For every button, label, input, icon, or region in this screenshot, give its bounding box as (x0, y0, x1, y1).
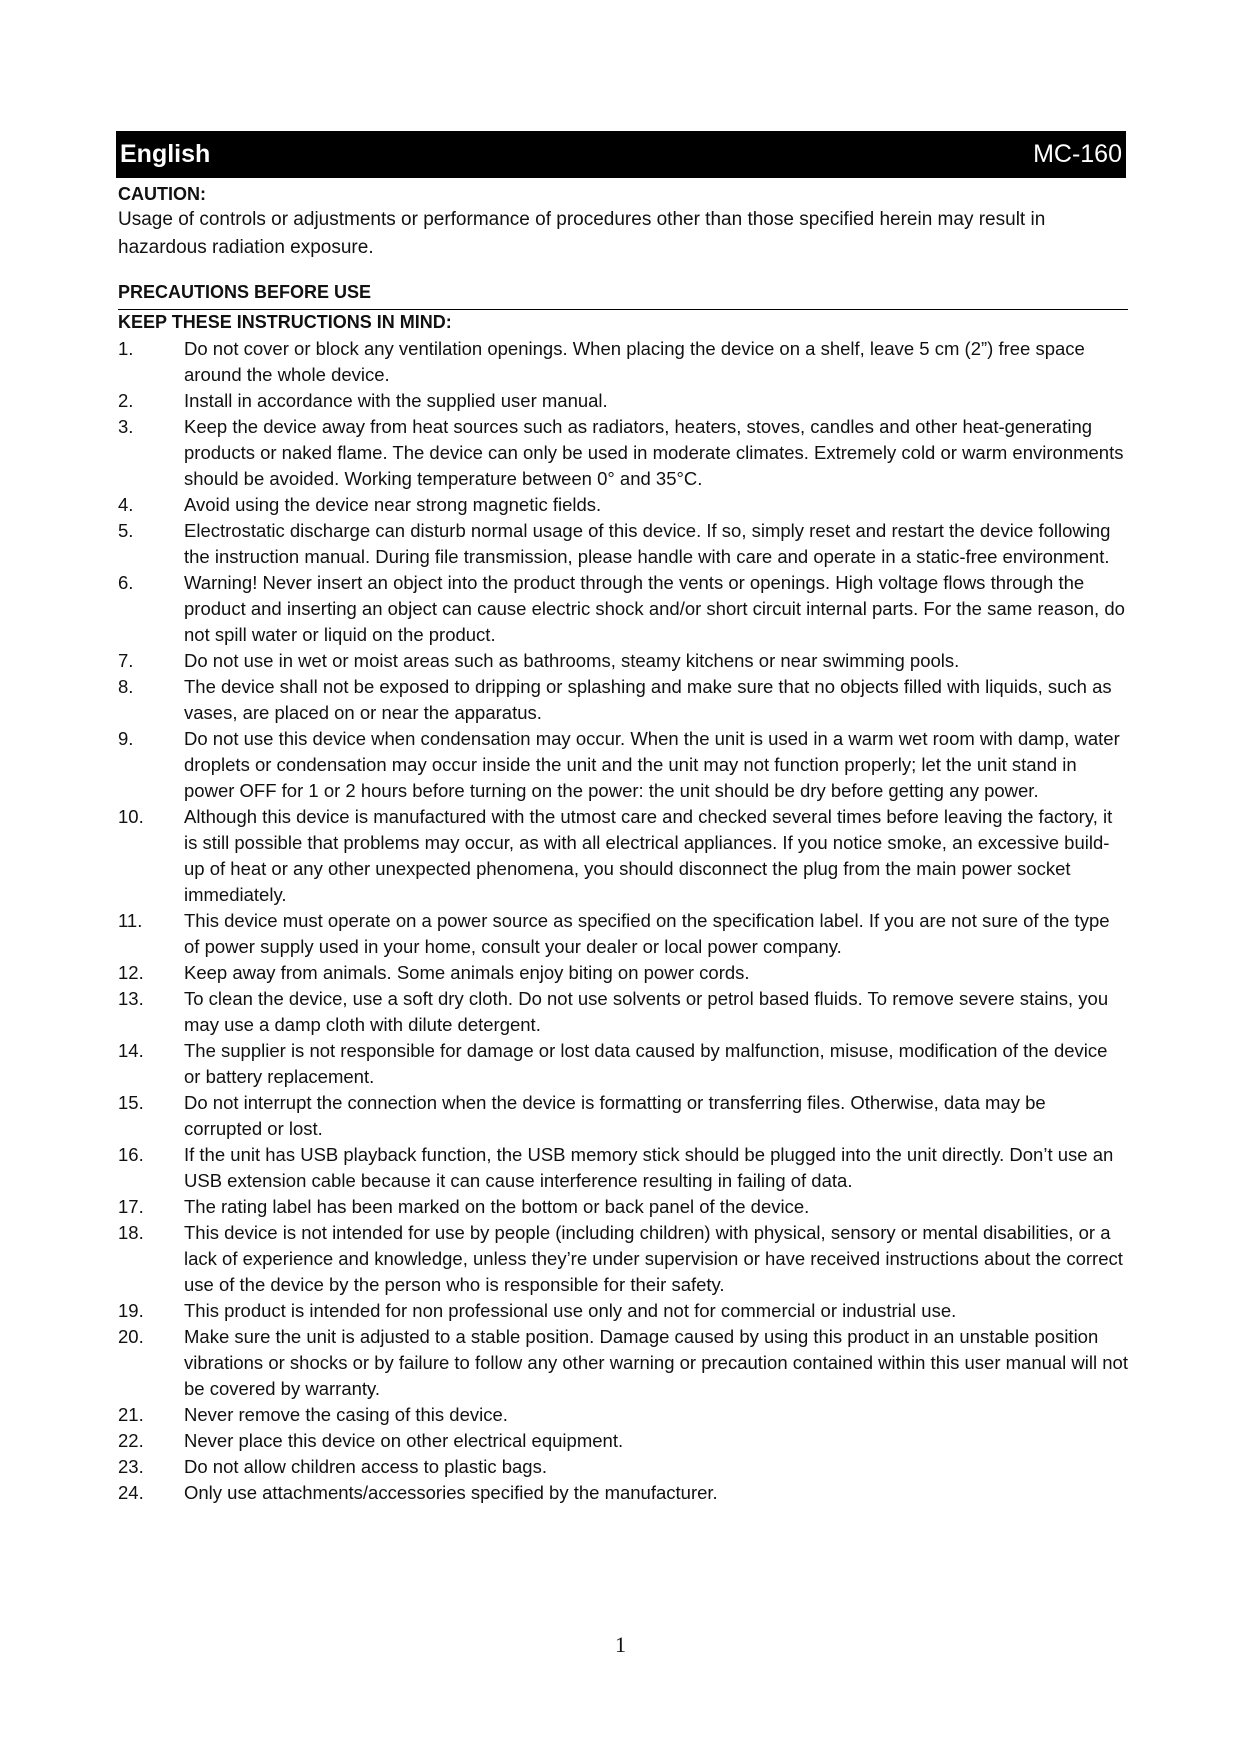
list-item (118, 1038, 1128, 1090)
list-item-text: Keep the device away from heat sources such as radiators, heaters, stoves, candles and other heat-generating products or naked flame. The device can only be used in moderate climates. Extremely cold or warm environments should be avoided. Working temperature between 0° and 35°C. (184, 416, 1124, 489)
list-item-number: 21. (118, 1404, 144, 1425)
list-item-text: Do not cover or block any ventilation openings. When placing the device on a shelf, leave 5 cm (2”) free space around the whole device. (184, 338, 1085, 385)
list-item-text: Although this device is manufactured with the utmost care and checked several times before leaving the factory, it is still possible that problems may occur, as with all electrical appliances. If you notice smoke, an excessive build-up of heat or any other unexpected phenomena, you should disconnect the plug from the main power socket immediately. (184, 806, 1113, 905)
document-body (118, 180, 1128, 1506)
list-item-text: Never place this device on other electrical equipment. (184, 1430, 624, 1451)
list-item-number: 10. (118, 806, 144, 827)
list-item-number: 16. (118, 1144, 144, 1165)
caution-text: Usage of controls or adjustments or performance of procedures other than those specified herein may result in hazardous radiation exposure. (118, 209, 1046, 258)
list-item (118, 986, 1128, 1038)
list-item-text: Do not use this device when condensation may occur. When the unit is used in a warm wet room with damp, water droplets or condensation may occur inside the unit and the unit may not function properly; let the unit stand in power OFF for 1 or 2 hours before turning on the power: the unit should be dry before getting any power. (184, 728, 1120, 801)
list-item-text: Warning! Never insert an object into the product through the vents or openings. High voltage flows through the product and inserting an object can cause electric shock and/or short circuit internal parts. For the same reason, do not spill water or liquid on the product. (184, 572, 1125, 645)
list-item-text: Only use attachments/accessories specified by the manufacturer. (184, 1482, 718, 1503)
list-item-text: To clean the device, use a soft dry cloth. Do not use solvents or petrol based fluids. To remove severe stains, you may use a damp cloth with dilute detergent. (184, 988, 1109, 1035)
list-item-number: 7. (118, 650, 134, 671)
list-item (118, 1194, 1128, 1220)
list-item-text: This device is not intended for use by people (including children) with physical, sensory or mental disabilities, or a lack of experience and knowledge, unless they’re under supervision or have received instructions about the correct use of the device by the person who is responsible for their safety. (184, 1222, 1123, 1295)
list-item (118, 414, 1128, 492)
list-item (118, 960, 1128, 986)
list-item (118, 1142, 1128, 1194)
list-item-text: Install in accordance with the supplied user manual. (184, 390, 608, 411)
list-item (118, 1480, 1128, 1506)
list-item-text: Keep away from animals. Some animals enjoy biting on power cords. (184, 962, 750, 983)
page-number: 1 (615, 1632, 626, 1657)
precautions-list (118, 336, 1128, 1506)
list-item-number: 2. (118, 390, 134, 411)
list-item-text: The rating label has been marked on the bottom or back panel of the device. (184, 1196, 810, 1217)
list-item-number: 1. (118, 338, 134, 359)
language-label: English (120, 140, 211, 168)
list-item (118, 336, 1128, 388)
list-item-number: 8. (118, 676, 134, 697)
list-item (118, 726, 1128, 804)
caution-heading: CAUTION: (118, 184, 206, 204)
list-item-text: Do not use in wet or moist areas such as bathrooms, steamy kitchens or near swimming pools. (184, 650, 960, 671)
list-item (118, 1428, 1128, 1454)
list-item (118, 1324, 1128, 1402)
list-item-text: The supplier is not responsible for damage or lost data caused by malfunction, misuse, modification of the device or battery replacement. (184, 1040, 1108, 1087)
list-item-number: 14. (118, 1040, 144, 1061)
list-item (118, 674, 1128, 726)
list-item-text: The device shall not be exposed to dripping or splashing and make sure that no objects filled with liquids, such as vases, are placed on or near the apparatus. (184, 676, 1112, 723)
list-item (118, 804, 1128, 908)
list-item (118, 1090, 1128, 1142)
list-item-number: 11. (118, 910, 143, 931)
list-item-text: This device must operate on a power source as specified on the specification label. If you are not sure of the type of power supply used in your home, consult your dealer or local power company. (184, 910, 1110, 957)
list-item-text: This product is intended for non professional use only and not for commercial or industrial use. (184, 1300, 957, 1321)
list-item-number: 20. (118, 1326, 144, 1347)
list-item-number: 6. (118, 572, 134, 593)
list-item-text: Avoid using the device near strong magnetic fields. (184, 494, 602, 515)
list-item-number: 15. (118, 1092, 144, 1113)
list-item-number: 4. (118, 494, 134, 515)
list-item-number: 9. (118, 728, 134, 749)
list-item-number: 12. (118, 962, 144, 983)
model-label: MC-160 (1033, 140, 1122, 168)
list-item-number: 23. (118, 1456, 144, 1477)
list-item-number: 24. (118, 1482, 144, 1503)
list-item-text: Make sure the unit is adjusted to a stable position. Damage caused by using this product in an unstable position vibrations or shocks or by failure to follow any other warning or precaution contained within this user manual will not be covered by warranty. (184, 1326, 1128, 1399)
precautions-heading: PRECAUTIONS BEFORE USE (118, 282, 372, 302)
list-item (118, 1298, 1128, 1324)
list-item-text: Electrostatic discharge can disturb normal usage of this device. If so, simply reset and restart the device following the instruction manual. During file transmission, please handle with care and operate in a static-free environment. (184, 520, 1111, 567)
list-item-text: Do not interrupt the connection when the device is formatting or transferring files. Otherwise, data may be corrupted or lost. (184, 1092, 1046, 1139)
list-item-text: Never remove the casing of this device. (184, 1404, 508, 1425)
list-item (118, 1220, 1128, 1298)
list-item (118, 1454, 1128, 1480)
list-item (118, 1402, 1128, 1428)
list-item-text: If the unit has USB playback function, the USB memory stick should be plugged into the unit directly. Don’t use an USB extension cable because it can cause interference resulting in failing of data. (184, 1144, 1114, 1191)
list-item (118, 908, 1128, 960)
list-item (118, 492, 1128, 518)
list-item-number: 18. (118, 1222, 144, 1243)
list-item-number: 19. (118, 1300, 144, 1321)
list-item-number: 17. (118, 1196, 144, 1217)
list-item-number: 13. (118, 988, 144, 1009)
list-item (118, 388, 1128, 414)
list-item (118, 570, 1128, 648)
list-item-number: 3. (118, 416, 134, 437)
list-item-number: 22. (118, 1430, 144, 1451)
instructions-subheading: KEEP THESE INSTRUCTIONS IN MIND: (118, 312, 452, 332)
list-item-number: 5. (118, 520, 134, 541)
list-item-text: Do not allow children access to plastic bags. (184, 1456, 547, 1477)
list-item (118, 648, 1128, 674)
header-bar (116, 131, 1126, 178)
list-item (118, 518, 1128, 570)
